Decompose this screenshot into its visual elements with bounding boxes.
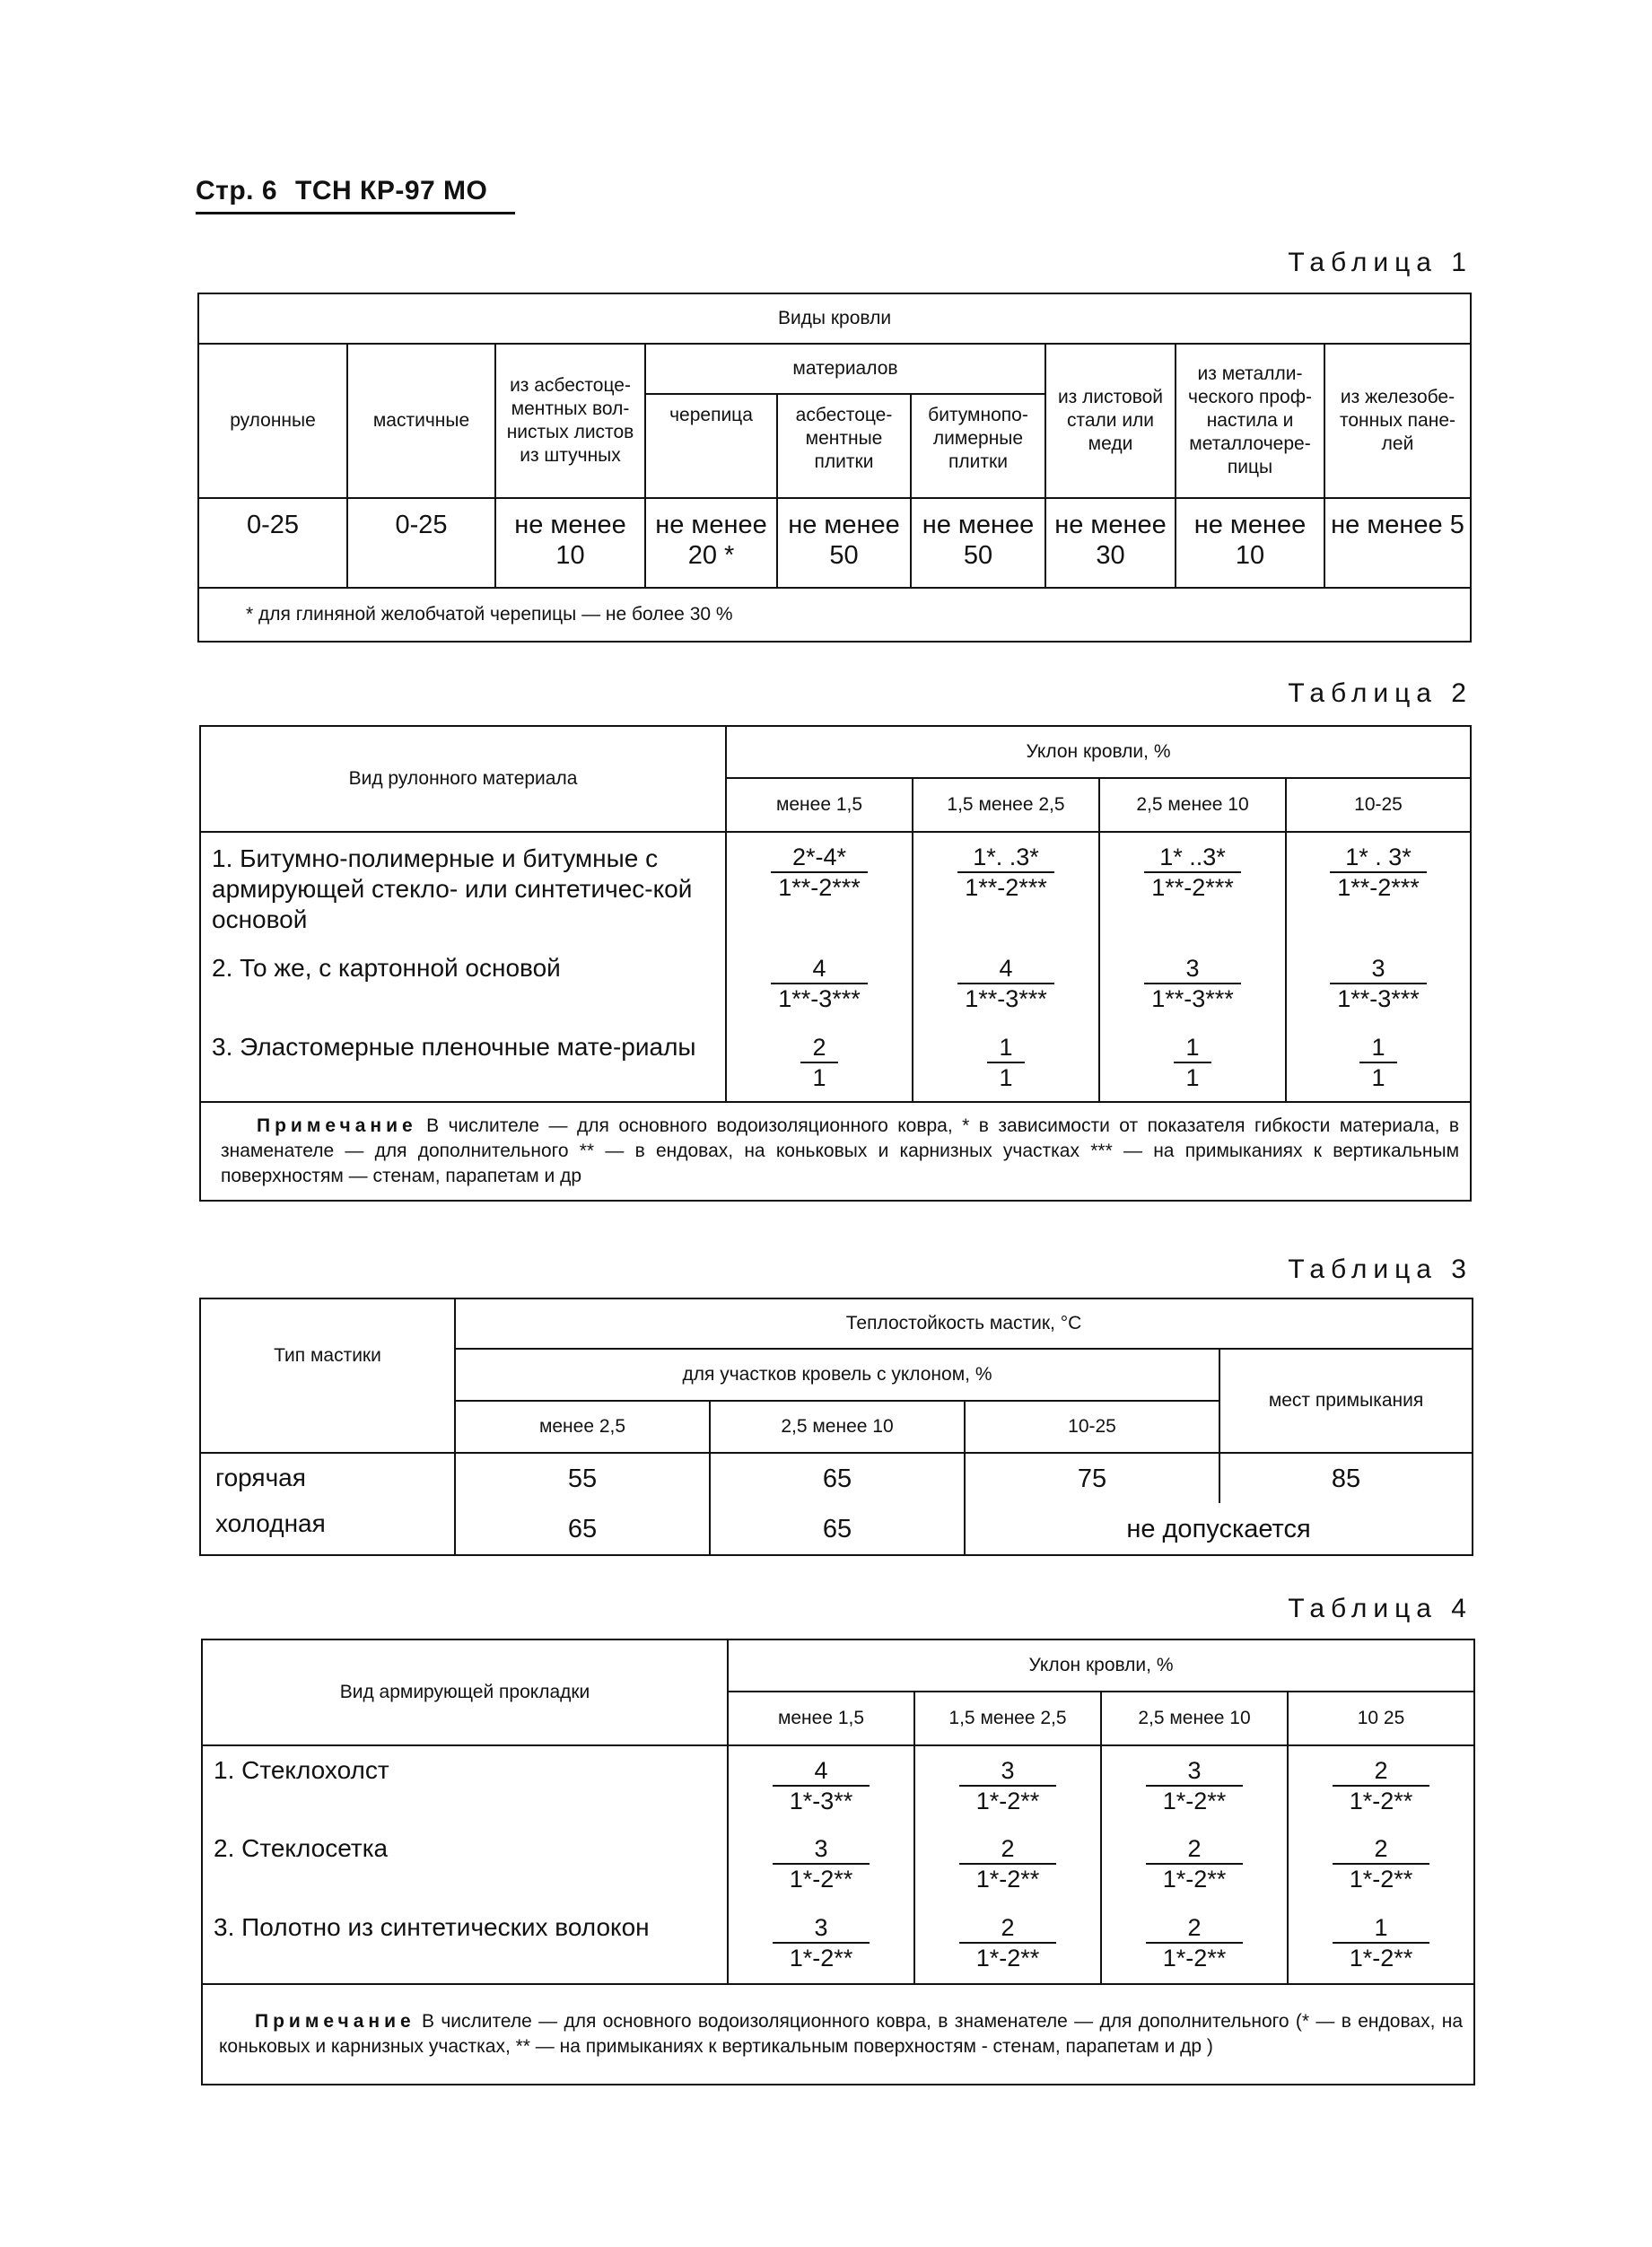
table4-cell [914,1824,1101,1903]
fraction [957,955,1054,1012]
table1-value: не менее 50 [911,498,1045,588]
denominator: 1*-2** [1349,1866,1413,1893]
fraction [1333,1757,1429,1814]
denominator: 1**-2*** [1337,874,1420,901]
numerator: 4 [771,955,868,984]
table1-value: 0-25 [347,498,495,588]
table4-subcol: 1,5 менее 2,5 [914,1692,1101,1745]
denominator: 1 [1185,1064,1200,1091]
table2-cell [913,1023,1099,1102]
table1-title: Виды кровли [198,293,1471,344]
table4-cell [728,1745,914,1824]
table4-cell [1101,1903,1288,1984]
table1-col-header: битумнопо-лимерные плитки [911,394,1045,498]
note-text: В числителе — для основного водоизоляционного ковра, в знаменателе — для дополнительного (* — в ендовах, на коньковых и карнизных участках, ** — на примыканиях к вертикальным поверхностям - стенам, парапетам и др ) [219,2011,1464,2057]
table4-col0-header: Вид армирующей прокладки [202,1639,728,1745]
table2-cell [1286,944,1471,1023]
note-heading: Примечание [257,1115,417,1136]
denominator: 1*-2** [789,1866,853,1893]
table1-value: не менее 30 [1045,498,1176,588]
table1-value: не менее 50 [777,498,911,588]
numerator: 3 [1146,1757,1243,1787]
table4-cell [1288,1903,1474,1984]
numerator: 1 [1333,1914,1429,1944]
numerator: 3 [959,1757,1056,1787]
numerator: 1* . 3* [1330,844,1427,873]
table3-value: 75 [965,1453,1219,1503]
table1-col-header: из железобе-тонных пане-лей [1324,344,1471,498]
table3-value: 65 [710,1453,965,1503]
numerator: 2 [1333,1835,1429,1865]
fraction [959,1757,1056,1814]
table2-cell [1099,832,1286,944]
page-number: Стр. 6 [196,176,278,205]
table3-col0-header: Тип мастики [200,1298,455,1453]
denominator: 1*-2** [975,1788,1040,1814]
denominator: 1**-3*** [1337,985,1420,1012]
table2-cell [1099,944,1286,1023]
table2-note [200,1102,1471,1201]
table2-row-label: 3. Эластомерные пленочные мате-риалы [200,1023,726,1102]
fraction [1333,1914,1429,1972]
numerator: 1* ..3* [1144,844,1241,873]
denominator: 1*-2** [1162,1945,1227,1972]
table2-cell [726,944,913,1023]
table4-row-label: 1. Стеклохолст [202,1745,728,1824]
table4-caption: Таблица 4 [1288,1594,1473,1623]
table1-col-header: из металли-ческого проф-настила и металлочере-пицы [1176,344,1324,498]
table2-cell [913,944,1099,1023]
numerator: 3 [773,1835,870,1865]
table4-subcol: менее 1,5 [728,1692,914,1745]
table2-caption: Таблица 2 [1288,678,1473,708]
table1-col-header: черепица [645,394,777,498]
fraction [1174,1034,1211,1091]
table3-subcol: 10-25 [965,1401,1219,1453]
fraction [1146,1835,1243,1893]
fraction [1144,844,1241,901]
table1-value: не менее 10 [495,498,645,588]
table4-cell [1101,1745,1288,1824]
numerator: 4 [957,955,1054,984]
table4-row-label: 3. Полотно из синтетических волокон [202,1903,728,1984]
table3-caption: Таблица 3 [1288,1255,1473,1284]
numerator: 1 [987,1034,1025,1063]
table4-subcol: 10 25 [1288,1692,1474,1745]
denominator: 1**-3*** [965,985,1047,1012]
table1-col-header: мастичные [347,344,495,498]
table4-cell [728,1824,914,1903]
fraction [771,955,868,1012]
denominator: 1**-2*** [965,874,1047,901]
numerator: 2 [1333,1757,1429,1787]
fraction [1146,1757,1243,1814]
table1-col-header: из асбестоце-ментных вол-нистых листов из штучных [495,344,645,498]
fraction [1330,955,1427,1012]
table3-col-last-header: мест примыкания [1219,1349,1473,1453]
table2-subcol: 2,5 менее 10 [1099,778,1286,832]
fraction [1330,844,1427,901]
fraction [773,1757,870,1814]
table2-subcol: 1,5 менее 2,5 [913,778,1099,832]
denominator: 1 [999,1064,1013,1091]
table1-value: не менее 10 [1176,498,1324,588]
denominator: 1*-2** [975,1866,1040,1893]
table3-subgroup-header: для участков кровель с уклоном, % [455,1349,1219,1401]
table2 [199,725,1472,1202]
numerator: 1 [1359,1034,1397,1063]
table3 [199,1298,1473,1556]
denominator: 1**-2*** [778,874,861,901]
table3-group-header: Теплостойкость мастик, °С [455,1298,1473,1349]
table3-subcol: менее 2,5 [455,1401,710,1453]
numerator: 3 [1330,955,1427,984]
numerator: 2 [959,1914,1056,1944]
denominator: 1*-3** [789,1788,853,1814]
table1 [197,293,1472,643]
table2-group-header: Уклон кровли, % [726,726,1471,778]
fraction [773,1835,870,1893]
table1-col-header: из листовой стали или меди [1045,344,1176,498]
table2-cell [1286,832,1471,944]
table3-value: 55 [455,1453,710,1503]
numerator: 2 [800,1034,838,1063]
fraction [1333,1835,1429,1893]
fraction [771,844,868,901]
denominator: 1*-2** [1162,1866,1227,1893]
table3-value: 65 [455,1503,710,1555]
table4-cell [728,1903,914,1984]
fraction [959,1914,1056,1972]
denominator: 1**-2*** [1151,874,1234,901]
table4-subcol: 2,5 менее 10 [1101,1692,1288,1745]
table1-footnote: * для глиняной желобчатой черепицы — не более 30 % [198,588,1471,642]
note-text: В числителе — для основного водоизоляционного ковра, * в зависимости от показателя гибкости материала, в знаменателе — для дополнительного ** — в ендовах, на коньковых и карнизных участках *** — на примыканиях к вертикальным поверхностям — стенам, парапетам и др [221,1115,1460,1186]
table1-value: 0-25 [198,498,347,588]
denominator: 1*-2** [1162,1788,1227,1814]
table2-cell [1099,1023,1286,1102]
table3-row-label: холодная [200,1503,455,1555]
table3-merged-value: не допускается [965,1503,1473,1555]
table3-row-label: горячая [200,1453,455,1503]
denominator: 1*-2** [1349,1788,1413,1814]
table4-cell [1288,1824,1474,1903]
table2-cell [913,832,1099,944]
numerator: 2 [1146,1914,1243,1944]
fraction [800,1034,838,1091]
document-code: ТСН КР-97 МО [295,176,488,205]
table2-col0-header: Вид рулонного материала [200,726,726,832]
fraction [1146,1914,1243,1972]
table3-subcol: 2,5 менее 10 [710,1401,965,1453]
denominator: 1*-2** [789,1945,853,1972]
table3-value: 85 [1219,1453,1473,1503]
fraction [773,1914,870,1972]
note-heading: Примечание [255,2011,415,2032]
table1-value: не менее 5 [1324,498,1471,588]
table1-caption: Таблица 1 [1288,248,1473,277]
page-header [196,176,515,214]
table4 [201,1639,1475,2085]
table2-cell [726,832,913,944]
numerator: 3 [1144,955,1241,984]
table2-subcol: 10-25 [1286,778,1471,832]
numerator: 1*. .3* [957,844,1054,873]
table4-row-label: 2. Стеклосетка [202,1824,728,1903]
fraction [959,1835,1056,1893]
table4-cell [1288,1745,1474,1824]
denominator: 1 [1371,1064,1385,1091]
table2-row-label: 1. Битумно-полимерные и битумные с армирующей стекло- или синтетичес-кой основой [200,832,726,944]
table4-cell [914,1745,1101,1824]
table4-cell [1101,1824,1288,1903]
table4-cell [914,1903,1101,1984]
table2-cell [1286,1023,1471,1102]
denominator: 1*-2** [1349,1945,1413,1972]
fraction [1359,1034,1397,1091]
table1-value: не менее 20 * [645,498,777,588]
numerator: 1 [1174,1034,1211,1063]
denominator: 1*-2** [975,1945,1040,1972]
table1-group-header: материалов [645,344,1045,394]
numerator: 2*-4* [771,844,868,873]
numerator: 3 [773,1914,870,1944]
numerator: 2 [1146,1835,1243,1865]
denominator: 1**-3*** [778,985,861,1012]
numerator: 2 [959,1835,1056,1865]
table1-col-header: асбестоце-ментные плитки [777,394,911,498]
fraction [1144,955,1241,1012]
denominator: 1 [812,1064,826,1091]
table2-row-label: 2. То же, с картонной основой [200,944,726,1023]
numerator: 4 [773,1757,870,1787]
table4-group-header: Уклон кровли, % [728,1639,1474,1692]
fraction [957,844,1054,901]
table1-col-header: рулонные [198,344,347,498]
fraction [987,1034,1025,1091]
table4-note [202,1984,1474,2085]
table2-subcol: менее 1,5 [726,778,913,832]
denominator: 1**-3*** [1151,985,1234,1012]
table2-cell [726,1023,913,1102]
table3-value: 65 [710,1503,965,1555]
